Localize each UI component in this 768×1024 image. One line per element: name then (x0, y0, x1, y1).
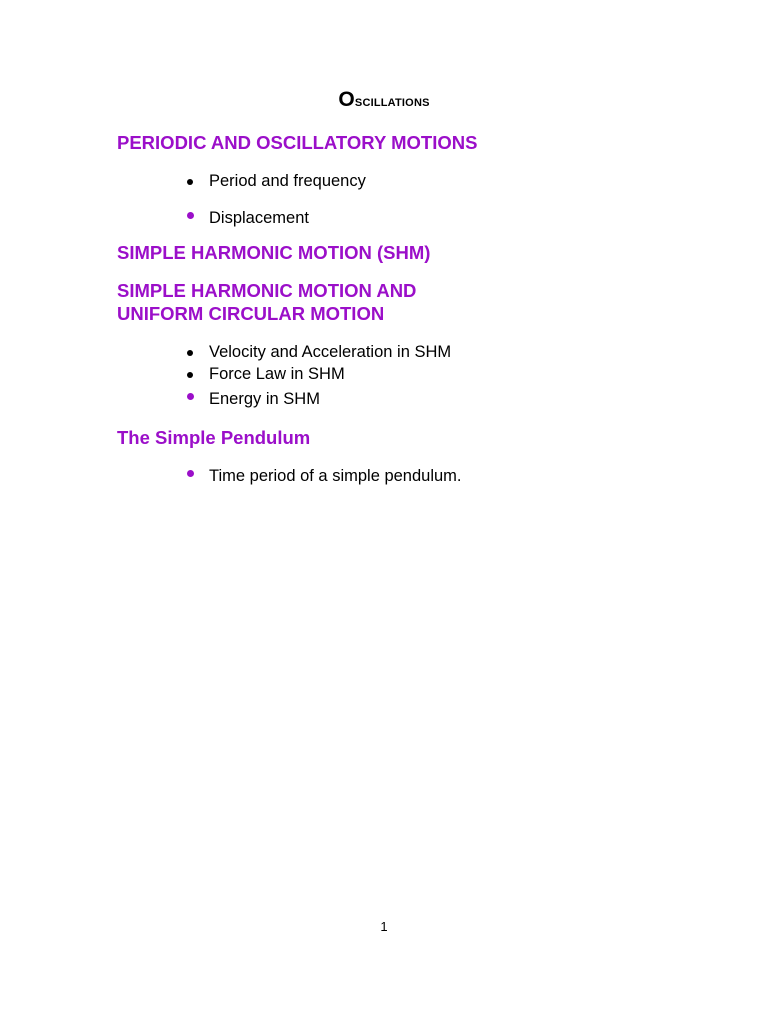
bullet-icon (187, 179, 193, 185)
bullet-icon (187, 350, 193, 356)
bullet-icon (187, 372, 193, 378)
bullet-icon (187, 470, 194, 477)
list-item-text: Energy in SHM (209, 390, 320, 408)
list-item-text: Force Law in SHM (209, 365, 345, 383)
list-item-text: Period and frequency (209, 172, 366, 190)
title-first-letter: O (338, 88, 355, 111)
list-item-text: Velocity and Acceleration in SHM (209, 343, 452, 361)
section-heading-periodic: PERIODIC AND OSCILLATORY MOTIONS (117, 132, 478, 153)
bullet-icon (187, 212, 194, 219)
section-heading-pendulum: The Simple Pendulum (117, 427, 311, 448)
heading-line: UNIFORM CIRCULAR MOTION (117, 303, 385, 324)
list-item-text: Time period of a simple pendulum. (209, 467, 462, 485)
title-rest: scillations (354, 93, 430, 110)
page-number: 1 (380, 919, 388, 934)
section-heading-shm: SIMPLE HARMONIC MOTION (SHM) (117, 242, 431, 263)
heading-line: SIMPLE HARMONIC MOTION AND (117, 280, 417, 301)
section-heading-shm-circular (117, 279, 416, 325)
document-title (0, 88, 768, 112)
bullet-icon (187, 393, 194, 400)
list-item-text: Displacement (209, 209, 309, 227)
